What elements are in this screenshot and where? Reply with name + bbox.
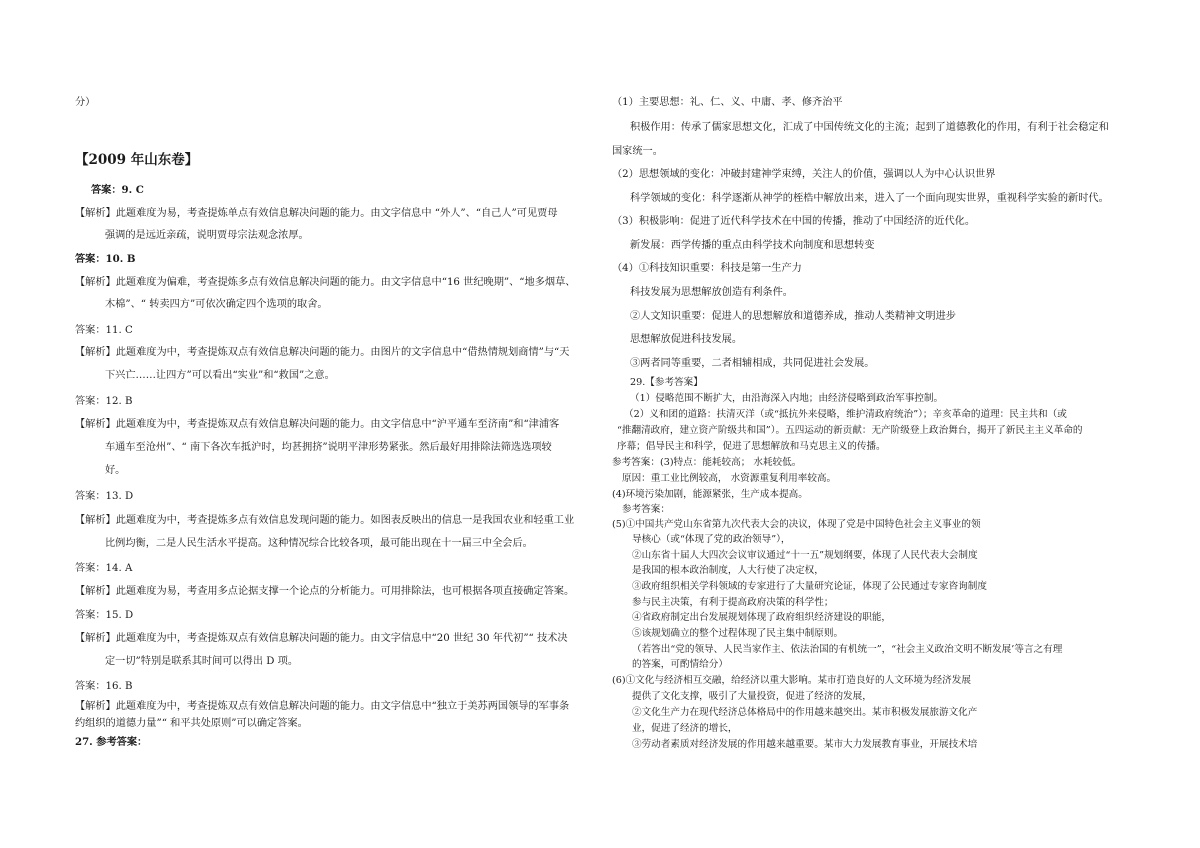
text-line: 分）: [75, 97, 96, 108]
text-line: (4)环境污染加剧，能源紧张，生产成本提高。: [612, 489, 808, 500]
text-line: 序幕；倡导民主和科学，促进了思想解放和马克思主义的传播。: [617, 441, 886, 452]
text-line: ②山东省十届人大四次会议审议通过“十一五”规划纲要，体现了人民代表大会制度: [632, 550, 978, 561]
text-line: 导核心（或“体现了党的政治领导”），: [632, 534, 791, 545]
text-line: (5)①中国共产党山东省第九次代表大会的决议，体现了党是中国特色社会主义事业的领: [612, 519, 981, 530]
text-line: (6)①文化与经济相互交融，给经济以重大影响。某市打造良好的人文环境为经济发展: [612, 675, 971, 686]
answer-line: 答案：11. C: [75, 325, 133, 336]
text-line: ③劳动者素质对经济发展的作用越来越重要。某市大力发展教育事业，开展技术培: [632, 739, 978, 750]
text-line: 科学领域的变化：科学逐渐从神学的桎梏中解放出来，进入了一个面向现实世界，重视科学实验的新时代。: [630, 193, 1109, 204]
text-line: 科技发展为思想解放创造有利条件。: [630, 287, 793, 298]
text-line: ②人文知识重要：促进人的思想解放和道德养成，推动人类精神文明进步: [630, 311, 956, 322]
text-line: ⑤该规划确立的整个过程体现了民主集中制原则。: [632, 628, 844, 639]
text-line: 是我国的根本政治制度，人大行使了决定权，: [632, 565, 824, 576]
analysis-line: 木棉”、“ 转卖四方”可依次确定四个选项的取舍。: [105, 299, 328, 310]
text-line: 29.【参考答案】: [630, 377, 703, 388]
text-line: 国家统一。: [612, 146, 663, 157]
text-line: 新发展：西学传播的重点由科学技术向制度和思想转变: [630, 240, 875, 251]
text-line: （1）主要思想：礼、仁、义、中庸、孝、修齐治平: [612, 97, 843, 108]
analysis-line: 比例均衡，二是人民生活水平提高。这种情况综合比较各项，最可能出现在十一届三中全会后。: [105, 538, 533, 549]
text-line: ③政府组织相关学科领域的专家进行了大量研究论证，体现了公民通过专家咨询制度: [632, 581, 987, 592]
text-line: （4）①科技知识重要：科技是第一生产力: [612, 263, 802, 274]
text-line: ③两者同等重要，二者相辅相成，共同促进社会发展。: [630, 358, 875, 369]
text-line: ②文化生产力在现代经济总体格局中的作用越来越突出。某市积极发展旅游文化产: [632, 707, 978, 718]
answer-line: 答案：16. B: [75, 681, 133, 692]
answer-line: 答案：10. B: [75, 253, 136, 265]
analysis-line: 【解析】此题难度为中，考查提炼双点有效信息解决问题的能力。由文字信息中“沪平通车至济南”和“津浦客: [75, 419, 560, 430]
analysis-line: 定一切”特别是联系其时间可以得出 D 项。: [105, 656, 299, 667]
answer-line: 答案：12. B: [75, 396, 133, 407]
text-line: 积极作用：传承了儒家思想文化，汇成了中国传统文化的主流；起到了道德教化的作用，有利于社会稳定和: [630, 122, 1109, 133]
analysis-line: 强调的是远近亲疏，说明贾母宗法观念浓厚。: [105, 230, 309, 241]
section-heading: 【2009 年山东卷】: [75, 152, 199, 168]
question-heading: 27. 参考答案：: [75, 736, 148, 748]
text-line: 业，促进了经济的增长，: [632, 723, 738, 734]
text-line: “推翻清政府，建立资产阶级共和国”）。五四运动的新贡献：无产阶级登上政治舞台，揭开了新民主主义革命的: [617, 425, 1083, 436]
text-line: 的答案，可酌情给分）: [632, 659, 728, 670]
answer-line: 答案：9. C: [91, 184, 144, 196]
analysis-line: 约组织的道德力量”“ 和平共处原则”可以确定答案。: [75, 718, 308, 729]
analysis-line: 【解析】此题难度为中，考查提炼双点有效信息解决问题的能力。由图片的文字信息中“借热情规划商情”与“天: [75, 347, 570, 358]
analysis-line: 【解析】此题难度为易，考查提炼单点有效信息解决问题的能力。由文字信息中 “外人”、“自己人”可见贾母: [75, 208, 558, 219]
text-line: 参考答案：(3)特点：能耗较高； 水耗较低。: [612, 457, 802, 468]
text-line: （2）思想领域的变化：冲破封建神学束缚，关注人的价值，强调以人为中心认识世界: [612, 169, 996, 180]
text-line: 原因：重工业比例较高， 水资源重复利用率较高。: [622, 473, 837, 484]
text-line: （若答出“党的领导、人民当家作主、依法治国的有机统一”，“社会主义政治文明不断发展’等言之有理: [632, 644, 1063, 655]
analysis-line: 【解析】此题难度为中，考查提炼双点有效信息解决问题的能力。由文字信息中“独立于美苏两国领导的军事条: [75, 701, 570, 712]
text-line: （1）侵略范围不断扩大，由沿海深入内地；由经济侵略到政治军事控制。: [630, 393, 944, 404]
text-line: （2）义和团的道路：扶清灭洋（或“抵抗外来侵略，维护清政府统治”）；辛亥革命的道理：民主共和（或: [624, 409, 1067, 420]
text-line: 参与民主决策，有利于提高政府决策的科学性；: [632, 597, 834, 608]
analysis-line: 【解析】此题难度为易，考查用多点论据支撑一个论点的分析能力。可用排除法，也可根据各项直接确定答案。: [75, 586, 575, 597]
analysis-line: 【解析】此题难度为中，考查提炼多点有效信息发现问题的能力。如图表反映出的信息一是我国农业和轻重工业: [75, 515, 575, 526]
text-line: 思想解放促进科技发展。: [630, 334, 743, 345]
analysis-line: 下兴亡……让四方”可以看出“实业”和“救国”之意。: [105, 370, 335, 381]
analysis-line: 【解析】此题难度为中，考查提炼双点有效信息解决问题的能力。由文字信息中“20 世纪 30 年代初”“ 技术决: [75, 633, 568, 644]
text-line: （3）积极影响：促进了近代科学技术在中国的传播，推动了中国经济的近代化。: [612, 216, 976, 227]
answer-line: 答案：13. D: [75, 491, 134, 502]
text-line: 参考答案：: [622, 504, 670, 515]
analysis-line: 好。: [105, 465, 126, 476]
text-line: 提供了文化支撑，吸引了大量投资，促进了经济的发展，: [632, 691, 872, 702]
text-line: ④省政府制定出台发展规划体现了政府组织经济建设的职能，: [632, 612, 892, 623]
answer-line: 答案：15. D: [75, 610, 134, 621]
answer-line: 答案：14. A: [75, 563, 133, 574]
analysis-line: 【解析】此题难度为偏难，考查提炼多点有效信息解决问题的能力。由文字信息中“16 世纪晚期”、“地多烟草、: [75, 277, 576, 288]
analysis-line: 车通车至沧州”、“ 南下各次车抵沪时，均甚拥挤”说明平津形势紧张。然后最好用排除法筛选选项较: [105, 442, 552, 453]
